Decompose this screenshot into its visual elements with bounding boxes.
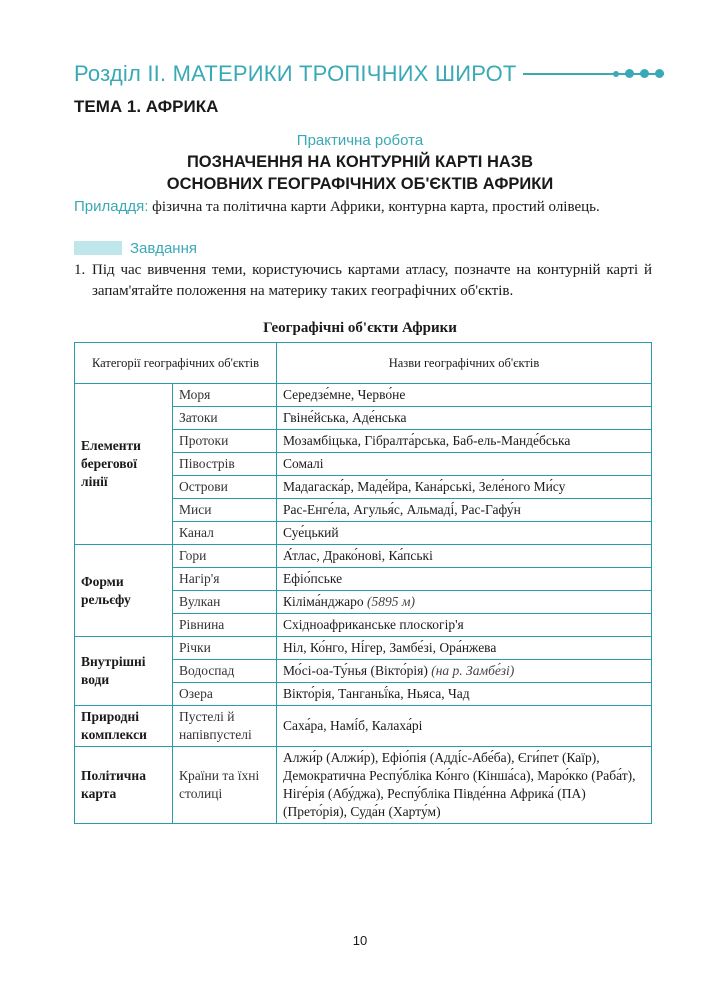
page-number: 10 (352, 933, 368, 948)
names-cell: Мозамбіцька, Гібралта́рська, Баб-ель-Манде́бська (277, 430, 652, 453)
names-cell (277, 660, 652, 683)
geographic-objects-table (74, 342, 652, 824)
table-row (75, 384, 652, 407)
names-cell: Сомалі (277, 453, 652, 476)
names-cell: Середзе́мне, Черво́не (277, 384, 652, 407)
names-cell: Суе́цький (277, 522, 652, 545)
subcategory-cell: Вулкан (173, 591, 277, 614)
tools-text: фізична та політична карти Африки, контурна карта, простий олівець. (148, 199, 600, 215)
table-row (75, 545, 652, 568)
practical-work-label: Практична робота (296, 132, 424, 149)
subcategory-cell: Півострів (173, 453, 277, 476)
tools-label: Приладдя: (74, 198, 149, 215)
subcategory-cell: Нагір'я (173, 568, 277, 591)
header-category: Категорії географічних об'єктів (75, 343, 277, 384)
table-header-row (75, 343, 652, 384)
table-title: Географічні об'єкти Африки (263, 320, 457, 336)
work-title-line-1: ПОЗНАЧЕННЯ НА КОНТУРНІЙ КАРТІ НАЗВ (186, 153, 534, 171)
names-text: Кіліма́нджаро (283, 594, 364, 609)
subcategory-cell: Канал (173, 522, 277, 545)
group-cell: Внутрішні води (75, 637, 173, 706)
subcategory-cell: Миси (173, 499, 277, 522)
names-cell: Гвіне́йська, Аде́нська (277, 407, 652, 430)
names-cell: Саха́ра, Намі́б, Калаха́рі (277, 706, 652, 747)
table-row (75, 637, 652, 660)
names-text: Мо́сі-оа-Ту́нья (Вікто́рія) (283, 663, 428, 678)
names-cell: Вікто́рія, Танганьї́ка, Ньяса, Чад (277, 683, 652, 706)
dot-icon (655, 69, 664, 78)
table-row (75, 747, 652, 824)
subcategory-cell: Річки (173, 637, 277, 660)
task-label: Завдання (130, 239, 197, 257)
table-row (75, 706, 652, 747)
dot-icon (625, 69, 634, 78)
subcategory-cell: Затоки (173, 407, 277, 430)
task-text: Під час вивчення теми, користуючись картами атласу, позначте на контурній карті й запам'ятайте положення на материку таких географічних об'єктів. (92, 262, 652, 299)
group-cell: Елементи берегової лінії (75, 384, 173, 545)
names-cell: А́тлас, Драко́нові, Ка́пські (277, 545, 652, 568)
task-paragraph (74, 260, 652, 299)
names-cell: Східноафриканське плоскогір'я (277, 614, 652, 637)
header-names: Назви географічних об'єктів (277, 343, 652, 384)
names-cell (277, 591, 652, 614)
dot-icon (613, 71, 619, 77)
subcategory-cell: Рівнина (173, 614, 277, 637)
group-cell: Політична карта (75, 747, 173, 824)
section-header (74, 58, 664, 90)
subcategory-cell: Моря (173, 384, 277, 407)
subcategory-cell: Гори (173, 545, 277, 568)
work-title-line-2: ОСНОВНИХ ГЕОГРАФІЧНИХ ОБ'ЄКТІВ АФРИКИ (166, 175, 554, 193)
names-note: (5895 м) (366, 594, 415, 609)
theme-title: ТЕМА 1. АФРИКА (74, 97, 219, 116)
section-title: Розділ ІІ. МАТЕРИКИ ТРОПІЧНИХ ШИРОТ (74, 61, 517, 86)
subcategory-cell: Пустелі й напівпустелі (173, 706, 277, 747)
section-divider (523, 73, 664, 75)
dot-icon (640, 69, 649, 78)
names-cell: Мадагаска́р, Маде́йра, Кана́рські, Зеле́ного Ми́су (277, 476, 652, 499)
practical-work-title (0, 151, 720, 195)
tools-paragraph (74, 196, 652, 218)
divider-dots (613, 69, 664, 78)
names-cell: Ефіо́пське (277, 568, 652, 591)
names-cell: Рас-Енге́ла, Агулья́с, Альмаді́, Рас-Гафу́н (277, 499, 652, 522)
task-header (74, 238, 197, 258)
subcategory-cell: Озера (173, 683, 277, 706)
names-cell: Алжи́р (Алжи́р), Ефіо́пія (Адді́с-Абе́ба), Єги́пет (Каїр), Демократична Респу́бліка Ко́нго (Кінша́са), Маро́кко (Раба́т), Ніге́рія (Абу́джа), Респу́бліка Півде́нна Африка́ (ПА) (Прето́рія), Суда́н (Харту́м) (277, 747, 652, 824)
subcategory-cell: Острови (173, 476, 277, 499)
subcategory-cell: Протоки (173, 430, 277, 453)
group-cell: Форми рельєфу (75, 545, 173, 637)
subcategory-cell: Водоспад (173, 660, 277, 683)
task-highlight-bar (74, 241, 122, 255)
names-note: (на р. Замбе́зі) (431, 663, 515, 678)
subcategory-cell: Країни та їхні столиці (173, 747, 277, 824)
task-number: 1. (74, 262, 86, 278)
group-cell: Природні комплекси (75, 706, 173, 747)
names-cell: Ніл, Ко́нго, Ні́гер, Замбе́зі, Ора́нжева (277, 637, 652, 660)
